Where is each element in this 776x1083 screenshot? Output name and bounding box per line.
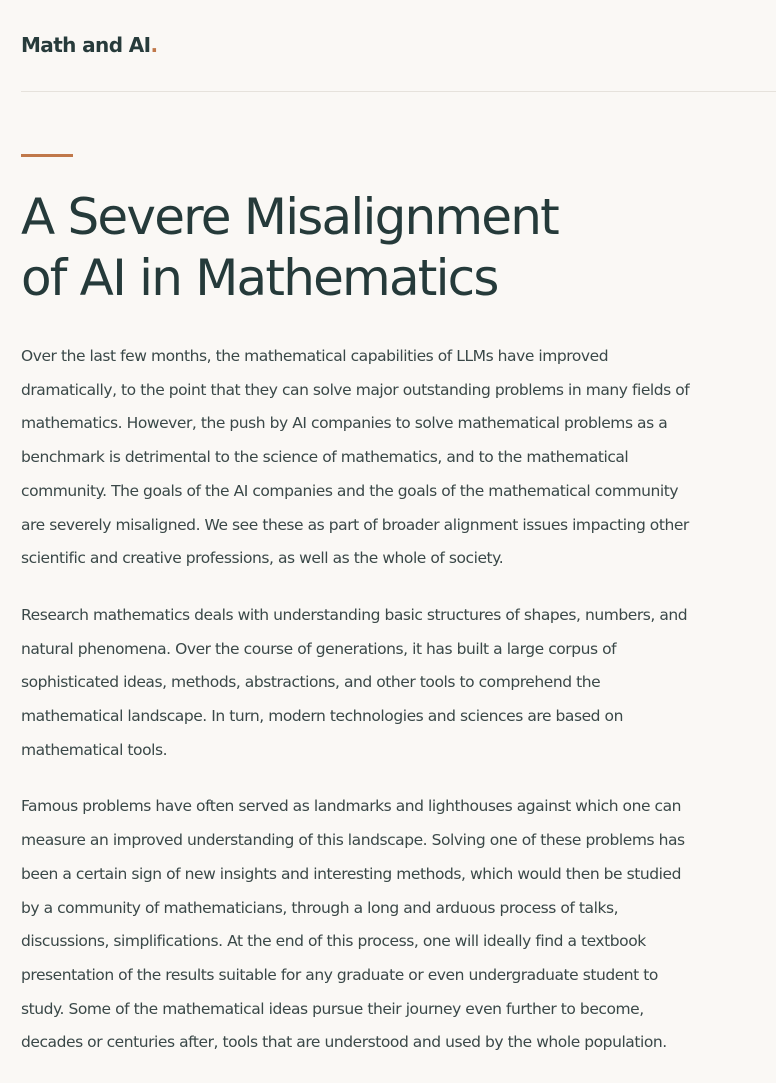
paragraph-1 bbox=[21, 340, 761, 576]
text-line: are severely misaligned. We see these as part of broader alignment issues impacting other bbox=[21, 515, 689, 534]
text-line: mathematical landscape. In turn, modern technologies and sciences are based on bbox=[21, 707, 623, 726]
text-line: scientific and creative professions, as well as the whole of society. bbox=[21, 549, 504, 568]
paragraph-3 bbox=[21, 790, 761, 1060]
text-line: dramatically, to the point that they can solve major outstanding problems in many fields of bbox=[21, 380, 690, 399]
text-line: community. The goals of the AI companies and the goals of the mathematical community bbox=[21, 481, 679, 500]
site-header bbox=[21, 0, 776, 92]
brand-dot: . bbox=[150, 33, 158, 57]
text-line: Over the last few months, the mathematical capabilities of LLMs have improved bbox=[21, 347, 609, 365]
text-line: decades or centuries after, tools that are understood and used by the whole population. bbox=[21, 1033, 667, 1052]
title-accent-rule bbox=[21, 154, 73, 157]
text-line: Famous problems have often served as landmarks and lighthouses against which one can bbox=[21, 797, 682, 816]
text-line: mathematical tools. bbox=[21, 740, 168, 759]
brand-name: Math and AI bbox=[21, 33, 151, 57]
text-line: benchmark is detrimental to the science of mathematics, and to the mathematical bbox=[21, 448, 629, 467]
article-title-line: A Severe Misalignment bbox=[21, 188, 558, 246]
text-line: Research mathematics deals with understanding basic structures of shapes, numbers, and bbox=[21, 605, 688, 624]
text-line: measure an improved understanding of this landscape. Solving one of these problems has bbox=[21, 831, 685, 850]
text-line: study. Some of the mathematical ideas pursue their journey even further to become, bbox=[21, 999, 644, 1018]
site-logo-link[interactable] bbox=[21, 31, 158, 59]
text-line: by a community of mathematicians, through a long and arduous process of talks, bbox=[21, 898, 619, 917]
text-line: presentation of the results suitable for any graduate or even undergraduate student to bbox=[21, 965, 658, 984]
text-line: mathematics. However, the push by AI companies to solve mathematical problems as a bbox=[21, 414, 668, 433]
article-title bbox=[21, 187, 721, 309]
text-line: been a certain sign of new insights and interesting methods, which would then be studied bbox=[21, 864, 681, 883]
article-title-line: of AI in Mathematics bbox=[21, 249, 498, 307]
article-body bbox=[21, 340, 761, 1083]
text-line: discussions, simplifications. At the end of this process, one will ideally find a textbook bbox=[21, 932, 646, 951]
text-line: sophisticated ideas, methods, abstractions, and other tools to comprehend the bbox=[21, 673, 601, 692]
paragraph-2 bbox=[21, 599, 761, 768]
text-line: natural phenomena. Over the course of generations, it has built a large corpus of bbox=[21, 639, 617, 658]
